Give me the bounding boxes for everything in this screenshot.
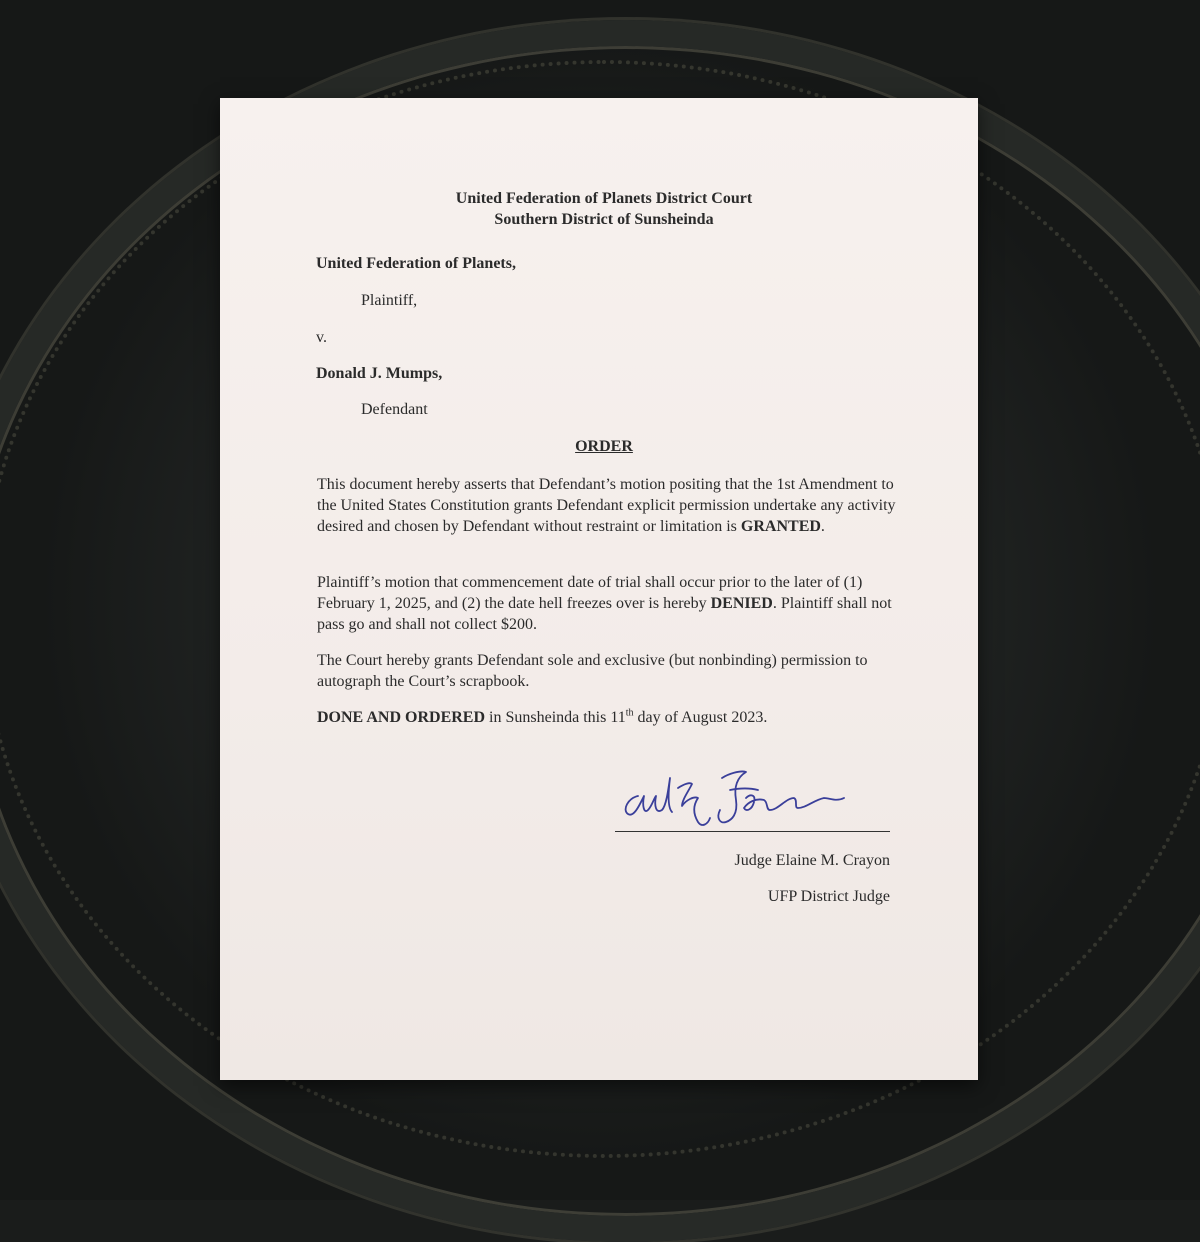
- order-title: ORDER: [575, 438, 633, 455]
- court-order-document: [220, 98, 978, 1080]
- defendant-role: Defendant: [361, 401, 428, 418]
- done-and-ordered-label: DONE AND ORDERED: [317, 709, 486, 726]
- paragraph-text: in Sunsheinda this 11: [485, 709, 626, 726]
- paragraph-motion-granted: [317, 474, 897, 537]
- signature-line: [615, 831, 890, 832]
- judge-name: Judge Elaine M. Crayon: [734, 852, 890, 869]
- ruling-denied: DENIED: [710, 595, 773, 612]
- paragraph-text: This document hereby asserts that Defendant’s motion positing that the 1st Amendment to the United States Constitution grants Defendant explicit permission undertake any activity desired and chosen by Defendant without restraint or limitation is: [317, 476, 896, 535]
- court-name: United Federation of Planets District Court: [455, 190, 753, 207]
- judge-title: UFP District Judge: [767, 888, 890, 905]
- paragraph-end: . Plaintiff shall not pass go and shall not collect $200.: [317, 595, 892, 633]
- paragraph-text: The Court hereby grants Defendant sole and exclusive (but nonbinding) permission to autograph the Court’s scrapbook.: [317, 652, 868, 690]
- paragraph-text: Plaintiff’s motion that commencement date of trial shall occur prior to the later of (1) February 1, 2025, and (2) the date hell freezes over is hereby: [317, 574, 863, 612]
- paragraph-end: day of August 2023.: [633, 709, 768, 726]
- versus-label: v.: [316, 329, 327, 346]
- paragraph-done-and-ordered: [317, 707, 897, 728]
- judge-signature: [618, 748, 878, 838]
- paragraph-end: .: [820, 518, 825, 535]
- paragraph-autograph-permission: [317, 650, 897, 692]
- plaintiff-name: United Federation of Planets,: [316, 255, 516, 272]
- paragraph-motion-denied: [317, 572, 897, 635]
- court-header: [220, 188, 988, 230]
- ordinal-suffix: th: [625, 707, 634, 719]
- court-district: Southern District of Sunsheinda: [494, 211, 714, 228]
- plaintiff-role: Plaintiff,: [361, 292, 418, 309]
- defendant-name: Donald J. Mumps,: [316, 365, 443, 382]
- ruling-granted: GRANTED: [740, 518, 821, 535]
